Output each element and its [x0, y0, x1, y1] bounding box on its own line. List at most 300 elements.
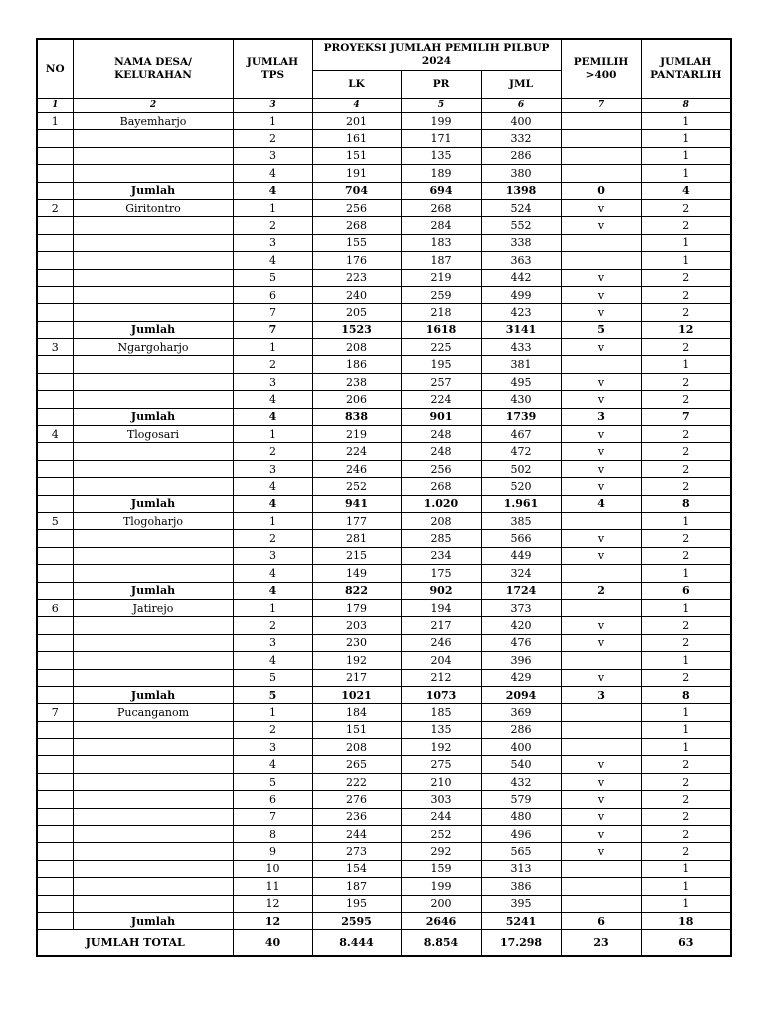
subtotal-pr-cell: 901 — [401, 408, 481, 425]
table-row — [37, 652, 731, 669]
pemilih-cell: v — [561, 426, 641, 443]
header-proyeksi: PROYEKSI JUMLAH PEMILIH PILBUP 2024 — [312, 39, 561, 71]
subtotal-pantarlih-cell: 6 — [641, 582, 731, 599]
pemilih-cell: v — [561, 286, 641, 303]
jml-cell: 480 — [481, 808, 561, 825]
lk-cell: 177 — [312, 512, 401, 529]
table-row — [37, 826, 731, 843]
jml-cell: 386 — [481, 878, 561, 895]
desa-name-cell — [73, 826, 233, 843]
desa-name-cell — [73, 304, 233, 321]
no-cell: 1 — [37, 113, 73, 130]
desa-name-cell — [73, 356, 233, 373]
desa-name-cell: Ngargoharjo — [73, 339, 233, 356]
pemilih-cell — [561, 234, 641, 251]
pr-cell: 159 — [401, 860, 481, 877]
table-row — [37, 339, 731, 356]
tps-cell: 3 — [233, 147, 312, 164]
pr-cell: 212 — [401, 669, 481, 686]
pr-cell: 268 — [401, 478, 481, 495]
desa-name-cell — [73, 252, 233, 269]
lk-cell: 206 — [312, 391, 401, 408]
subtotal-label: Jumlah — [73, 495, 233, 512]
desa-name-cell — [73, 652, 233, 669]
desa-name-cell — [73, 860, 233, 877]
pemilih-cell: v — [561, 808, 641, 825]
no-cell: 7 — [37, 704, 73, 721]
jml-cell: 332 — [481, 130, 561, 147]
desa-name-cell — [73, 530, 233, 547]
pr-cell: 175 — [401, 565, 481, 582]
subtotal-pemilih-cell: 6 — [561, 912, 641, 929]
desa-name-cell — [73, 565, 233, 582]
jml-cell: 430 — [481, 391, 561, 408]
jml-cell: 286 — [481, 147, 561, 164]
desa-name-cell — [73, 547, 233, 564]
tps-cell: 3 — [233, 234, 312, 251]
lk-cell: 179 — [312, 599, 401, 616]
subtotal-lk-cell: 1523 — [312, 321, 401, 338]
tps-cell: 4 — [233, 478, 312, 495]
no-cell: 2 — [37, 199, 73, 216]
pemilih-cell: v — [561, 391, 641, 408]
jml-cell: 286 — [481, 721, 561, 738]
pemilih-cell: v — [561, 773, 641, 790]
subtotal-label: Jumlah — [73, 182, 233, 199]
pr-cell: 199 — [401, 878, 481, 895]
pantarlih-cell: 2 — [641, 808, 731, 825]
subtotal-tps-cell: 4 — [233, 182, 312, 199]
pr-cell: 195 — [401, 356, 481, 373]
lk-cell: 149 — [312, 565, 401, 582]
pemilih-cell: v — [561, 617, 641, 634]
no-cell — [37, 286, 73, 303]
pantarlih-cell: 2 — [641, 286, 731, 303]
header-nama-desa: NAMA DESA/ KELURAHAN — [73, 39, 233, 99]
table-row — [37, 234, 731, 251]
pemilih-cell: v — [561, 339, 641, 356]
table-row — [37, 843, 731, 860]
subtotal-pantarlih-cell: 4 — [641, 182, 731, 199]
tps-cell: 7 — [233, 808, 312, 825]
lk-cell: 192 — [312, 652, 401, 669]
desa-name-cell — [73, 147, 233, 164]
lk-cell: 238 — [312, 373, 401, 390]
tps-cell: 12 — [233, 895, 312, 912]
jml-cell: 429 — [481, 669, 561, 686]
jml-cell: 520 — [481, 478, 561, 495]
subtotal-row — [37, 582, 731, 599]
jml-cell: 502 — [481, 460, 561, 477]
table-row — [37, 808, 731, 825]
tps-cell: 5 — [233, 269, 312, 286]
subtotal-jml-cell: 1724 — [481, 582, 561, 599]
no-cell — [37, 165, 73, 182]
table-row — [37, 426, 731, 443]
lk-cell: 208 — [312, 339, 401, 356]
no-cell — [37, 652, 73, 669]
no-cell — [37, 530, 73, 547]
column-index-row — [37, 99, 731, 113]
pr-cell: 183 — [401, 234, 481, 251]
lk-cell: 236 — [312, 808, 401, 825]
pemilih-cell — [561, 721, 641, 738]
lk-cell: 273 — [312, 843, 401, 860]
pr-cell: 210 — [401, 773, 481, 790]
pantarlih-cell: 2 — [641, 669, 731, 686]
no-cell — [37, 756, 73, 773]
subtotal-pr-cell: 1073 — [401, 686, 481, 703]
subtotal-jml-cell: 1.961 — [481, 495, 561, 512]
pr-cell: 275 — [401, 756, 481, 773]
tps-cell: 4 — [233, 391, 312, 408]
pemilih-cell: v — [561, 443, 641, 460]
pemilih-cell — [561, 599, 641, 616]
total-lk: 8.444 — [312, 930, 401, 957]
table-row — [37, 478, 731, 495]
pantarlih-cell: 2 — [641, 791, 731, 808]
pantarlih-cell: 1 — [641, 565, 731, 582]
header-jumlah-tps: JUMLAH TPS — [233, 39, 312, 99]
desa-name-cell: Bayemharjo — [73, 113, 233, 130]
tps-cell: 1 — [233, 113, 312, 130]
jml-cell: 380 — [481, 165, 561, 182]
index-cell: 2 — [73, 99, 233, 113]
pr-cell: 303 — [401, 791, 481, 808]
subtotal-pemilih-cell: 3 — [561, 408, 641, 425]
desa-name-cell: Jatirejo — [73, 599, 233, 616]
pemilih-cell: v — [561, 756, 641, 773]
no-cell — [37, 217, 73, 234]
pantarlih-cell: 2 — [641, 304, 731, 321]
desa-name-cell — [73, 478, 233, 495]
index-cell: 8 — [641, 99, 731, 113]
subtotal-jml-cell: 3141 — [481, 321, 561, 338]
subtotal-jml-cell: 2094 — [481, 686, 561, 703]
no-cell: 4 — [37, 426, 73, 443]
jml-cell: 442 — [481, 269, 561, 286]
no-cell — [37, 582, 73, 599]
tps-cell: 4 — [233, 652, 312, 669]
no-cell — [37, 443, 73, 460]
header-pemilih-400: PEMILIH >400 — [561, 39, 641, 99]
pemilih-cell: v — [561, 460, 641, 477]
header-jml: JML — [481, 71, 561, 99]
subtotal-row — [37, 408, 731, 425]
no-cell — [37, 356, 73, 373]
jml-cell: 579 — [481, 791, 561, 808]
subtotal-pr-cell: 2646 — [401, 912, 481, 929]
subtotal-jml-cell: 5241 — [481, 912, 561, 929]
lk-cell: 195 — [312, 895, 401, 912]
pemilih-cell — [561, 739, 641, 756]
pemilih-cell — [561, 860, 641, 877]
pemilih-cell — [561, 356, 641, 373]
pr-cell: 246 — [401, 634, 481, 651]
no-cell — [37, 791, 73, 808]
pr-cell: 219 — [401, 269, 481, 286]
pemilih-cell: v — [561, 478, 641, 495]
table-row — [37, 391, 731, 408]
lk-cell: 281 — [312, 530, 401, 547]
lk-cell: 276 — [312, 791, 401, 808]
pr-cell: 135 — [401, 721, 481, 738]
tps-cell: 3 — [233, 634, 312, 651]
lk-cell: 223 — [312, 269, 401, 286]
jml-cell: 369 — [481, 704, 561, 721]
pemilih-cell: v — [561, 843, 641, 860]
jml-cell: 420 — [481, 617, 561, 634]
table-row — [37, 617, 731, 634]
subtotal-label: Jumlah — [73, 321, 233, 338]
subtotal-label: Jumlah — [73, 912, 233, 929]
subtotal-pantarlih-cell: 12 — [641, 321, 731, 338]
pr-cell: 192 — [401, 739, 481, 756]
table-row — [37, 704, 731, 721]
no-cell — [37, 495, 73, 512]
table-row — [37, 269, 731, 286]
subtotal-tps-cell: 4 — [233, 495, 312, 512]
tps-cell: 1 — [233, 704, 312, 721]
lk-cell: 208 — [312, 739, 401, 756]
pantarlih-cell: 2 — [641, 460, 731, 477]
pantarlih-cell: 2 — [641, 339, 731, 356]
table-row — [37, 443, 731, 460]
total-pr: 8.854 — [401, 930, 481, 957]
desa-name-cell — [73, 391, 233, 408]
jml-cell: 396 — [481, 652, 561, 669]
table-row — [37, 147, 731, 164]
pr-cell: 224 — [401, 391, 481, 408]
pr-cell: 135 — [401, 147, 481, 164]
table-row — [37, 565, 731, 582]
desa-name-cell: Pucanganom — [73, 704, 233, 721]
lk-cell: 161 — [312, 130, 401, 147]
header-row — [37, 39, 731, 71]
pemilih-cell: v — [561, 634, 641, 651]
pr-cell: 208 — [401, 512, 481, 529]
pantarlih-cell: 2 — [641, 530, 731, 547]
tps-cell: 3 — [233, 547, 312, 564]
no-cell — [37, 617, 73, 634]
pemilih-cell — [561, 165, 641, 182]
jml-cell: 499 — [481, 286, 561, 303]
lk-cell: 265 — [312, 756, 401, 773]
pemilih-cell — [561, 652, 641, 669]
desa-name-cell — [73, 443, 233, 460]
no-cell — [37, 373, 73, 390]
voter-projection-table — [36, 38, 732, 957]
jml-cell: 565 — [481, 843, 561, 860]
pr-cell: 244 — [401, 808, 481, 825]
jml-cell: 395 — [481, 895, 561, 912]
desa-name-cell — [73, 843, 233, 860]
pantarlih-cell: 1 — [641, 721, 731, 738]
pemilih-cell: v — [561, 791, 641, 808]
no-cell — [37, 460, 73, 477]
no-cell — [37, 234, 73, 251]
table-row — [37, 599, 731, 616]
jml-cell: 313 — [481, 860, 561, 877]
lk-cell: 246 — [312, 460, 401, 477]
total-row — [37, 930, 731, 957]
pemilih-cell — [561, 130, 641, 147]
subtotal-tps-cell: 7 — [233, 321, 312, 338]
desa-name-cell — [73, 165, 233, 182]
pr-cell: 194 — [401, 599, 481, 616]
pr-cell: 252 — [401, 826, 481, 843]
lk-cell: 155 — [312, 234, 401, 251]
desa-name-cell — [73, 721, 233, 738]
subtotal-tps-cell: 4 — [233, 408, 312, 425]
subtotal-pr-cell: 1618 — [401, 321, 481, 338]
pr-cell: 268 — [401, 199, 481, 216]
tps-cell: 1 — [233, 199, 312, 216]
lk-cell: 252 — [312, 478, 401, 495]
lk-cell: 191 — [312, 165, 401, 182]
tps-cell: 2 — [233, 443, 312, 460]
subtotal-pemilih-cell: 0 — [561, 182, 641, 199]
pantarlih-cell: 1 — [641, 234, 731, 251]
pr-cell: 259 — [401, 286, 481, 303]
pantarlih-cell: 2 — [641, 443, 731, 460]
total-pantarlih: 63 — [641, 930, 731, 957]
pemilih-cell: v — [561, 547, 641, 564]
jml-cell: 524 — [481, 199, 561, 216]
pemilih-cell — [561, 895, 641, 912]
desa-name-cell — [73, 373, 233, 390]
tps-cell: 9 — [233, 843, 312, 860]
tps-cell: 3 — [233, 739, 312, 756]
pr-cell: 217 — [401, 617, 481, 634]
tps-cell: 1 — [233, 339, 312, 356]
pr-cell: 248 — [401, 443, 481, 460]
pantarlih-cell: 1 — [641, 704, 731, 721]
jml-cell: 432 — [481, 773, 561, 790]
pr-cell: 285 — [401, 530, 481, 547]
no-cell — [37, 686, 73, 703]
pr-cell: 200 — [401, 895, 481, 912]
lk-cell: 184 — [312, 704, 401, 721]
pr-cell: 185 — [401, 704, 481, 721]
table-row — [37, 756, 731, 773]
no-cell — [37, 182, 73, 199]
tps-cell: 1 — [233, 426, 312, 443]
jml-cell: 423 — [481, 304, 561, 321]
subtotal-row — [37, 321, 731, 338]
pantarlih-cell: 2 — [641, 547, 731, 564]
index-cell: 7 — [561, 99, 641, 113]
no-cell — [37, 895, 73, 912]
jml-cell: 381 — [481, 356, 561, 373]
index-cell: 6 — [481, 99, 561, 113]
subtotal-pr-cell: 902 — [401, 582, 481, 599]
desa-name-cell — [73, 791, 233, 808]
subtotal-row — [37, 912, 731, 929]
desa-name-cell: Giritontro — [73, 199, 233, 216]
lk-cell: 176 — [312, 252, 401, 269]
table-row — [37, 878, 731, 895]
pr-cell: 204 — [401, 652, 481, 669]
no-cell — [37, 808, 73, 825]
no-cell — [37, 669, 73, 686]
table-row — [37, 773, 731, 790]
tps-cell: 2 — [233, 130, 312, 147]
pemilih-cell — [561, 878, 641, 895]
lk-cell: 240 — [312, 286, 401, 303]
pemilih-cell: v — [561, 669, 641, 686]
jml-cell: 433 — [481, 339, 561, 356]
pantarlih-cell: 1 — [641, 165, 731, 182]
subtotal-label: Jumlah — [73, 686, 233, 703]
pr-cell: 171 — [401, 130, 481, 147]
lk-cell: 154 — [312, 860, 401, 877]
lk-cell: 268 — [312, 217, 401, 234]
table-row — [37, 286, 731, 303]
table-row — [37, 895, 731, 912]
subtotal-row — [37, 495, 731, 512]
subtotal-row — [37, 182, 731, 199]
pantarlih-cell: 1 — [641, 860, 731, 877]
no-cell — [37, 391, 73, 408]
header-lk: LK — [312, 71, 401, 99]
pr-cell: 199 — [401, 113, 481, 130]
tps-cell: 2 — [233, 217, 312, 234]
subtotal-pr-cell: 694 — [401, 182, 481, 199]
jml-cell: 449 — [481, 547, 561, 564]
tps-cell: 2 — [233, 356, 312, 373]
desa-name-cell — [73, 773, 233, 790]
pemilih-cell: v — [561, 826, 641, 843]
pantarlih-cell: 1 — [641, 130, 731, 147]
lk-cell: 222 — [312, 773, 401, 790]
pr-cell: 292 — [401, 843, 481, 860]
table-row — [37, 547, 731, 564]
subtotal-label: Jumlah — [73, 582, 233, 599]
desa-name-cell: Tlogosari — [73, 426, 233, 443]
table-row — [37, 721, 731, 738]
pantarlih-cell: 1 — [641, 739, 731, 756]
table-row — [37, 739, 731, 756]
tps-cell: 7 — [233, 304, 312, 321]
pantarlih-cell: 1 — [641, 252, 731, 269]
jml-cell: 400 — [481, 113, 561, 130]
total-label: JUMLAH TOTAL — [37, 930, 233, 957]
jml-cell: 566 — [481, 530, 561, 547]
no-cell: 3 — [37, 339, 73, 356]
pemilih-cell — [561, 512, 641, 529]
lk-cell: 201 — [312, 113, 401, 130]
pemilih-cell — [561, 113, 641, 130]
jml-cell: 373 — [481, 599, 561, 616]
pantarlih-cell: 1 — [641, 895, 731, 912]
jml-cell: 552 — [481, 217, 561, 234]
tps-cell: 3 — [233, 373, 312, 390]
subtotal-tps-cell: 4 — [233, 582, 312, 599]
desa-name-cell — [73, 460, 233, 477]
jml-cell: 324 — [481, 565, 561, 582]
table-row — [37, 634, 731, 651]
table-row — [37, 165, 731, 182]
desa-name-cell — [73, 269, 233, 286]
pantarlih-cell: 2 — [641, 826, 731, 843]
lk-cell: 151 — [312, 147, 401, 164]
pantarlih-cell: 2 — [641, 269, 731, 286]
pantarlih-cell: 2 — [641, 773, 731, 790]
pantarlih-cell: 2 — [641, 199, 731, 216]
subtotal-lk-cell: 2595 — [312, 912, 401, 929]
index-cell: 4 — [312, 99, 401, 113]
